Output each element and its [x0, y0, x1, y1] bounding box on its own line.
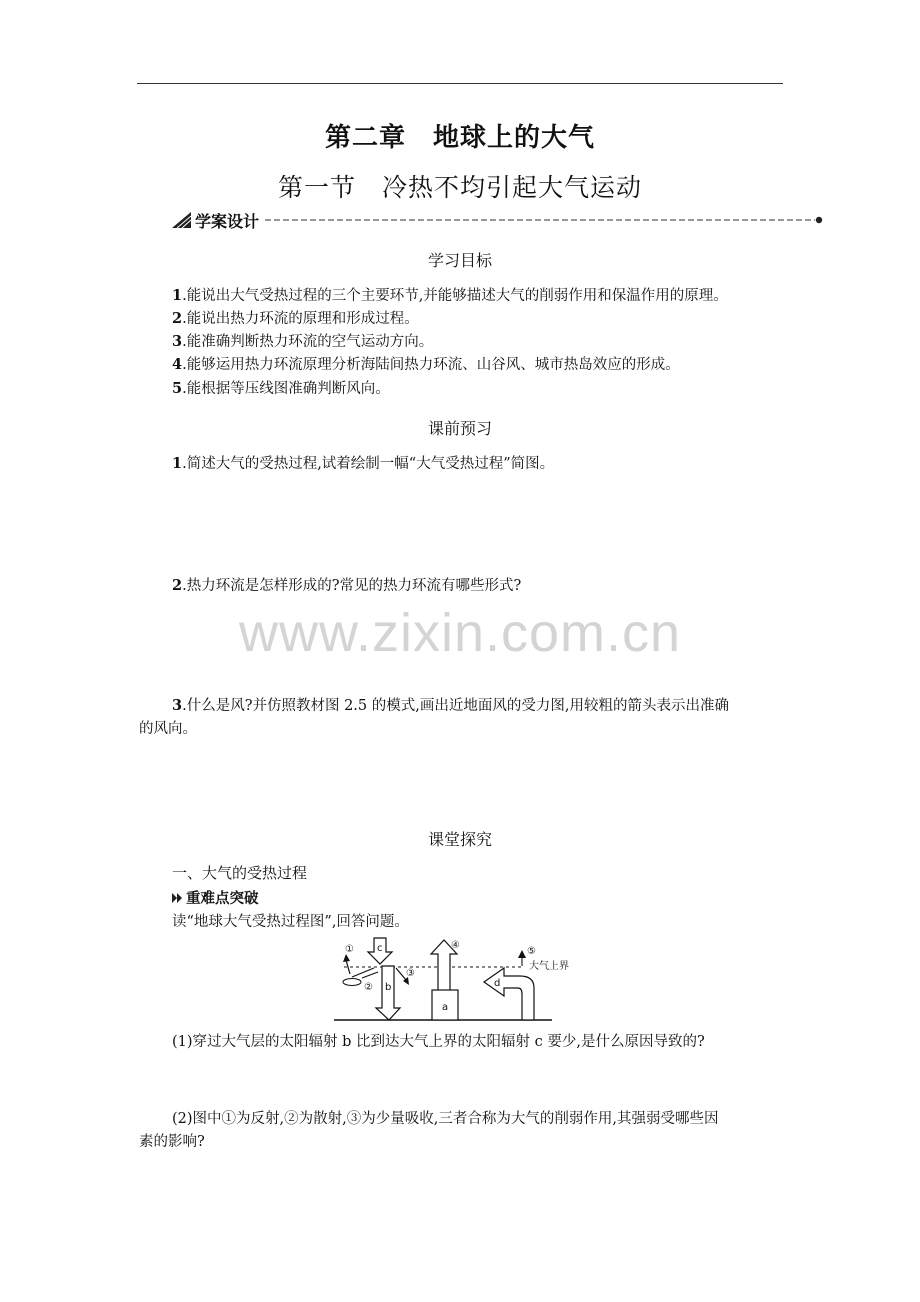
preview-question-2 [172, 574, 521, 595]
focus-label: 重难点突破 [186, 891, 259, 907]
inquiry-question-2-continued: 素的影响? [139, 1134, 205, 1150]
objective-text: .能准确判断热力环流的空气运动方向。 [182, 334, 434, 350]
read-instruction: 读“地球大气受热过程图”,回答问题。 [172, 914, 409, 930]
double-arrow-icon [172, 892, 184, 904]
label-c: c [377, 943, 383, 954]
label-1: ① [345, 944, 354, 955]
section-title: 第一节 冷热不均引起大气运动 [277, 173, 642, 202]
cloud-ellipse [343, 979, 361, 986]
study-plan-banner [171, 209, 825, 231]
inquiry-question-1: (1)穿过大气层的太阳辐射 b 比到达大气上界的太阳辐射 c 要少,是什么原因导致的? [172, 1034, 705, 1050]
question-text: .热力环流是怎样形成的?常见的热力环流有哪些形式? [182, 578, 522, 594]
label-2: ② [364, 982, 373, 993]
preview-question-1 [172, 452, 554, 473]
objective-number: 3 [172, 333, 183, 350]
banner-dotted-rule [265, 210, 825, 230]
objective-item [172, 353, 680, 374]
scatter-arrow-2 [362, 972, 378, 978]
preview-question-3-continued: 的风向。 [139, 721, 197, 737]
label-d: d [494, 978, 501, 989]
inquiry-question-2: (2)图中①为反射,②为散射,③为少量吸收,三者合称为大气的削弱作用,其强弱受哪些因 [172, 1111, 719, 1127]
absorption-arrow-3 [396, 968, 406, 980]
objective-number: 4 [172, 356, 183, 373]
label-5: ⑤ [527, 946, 536, 957]
top-rule [137, 83, 783, 84]
label-a: a [442, 1002, 449, 1013]
objective-number: 5 [172, 380, 183, 397]
objective-text: .能根据等压线图准确判断风向。 [182, 381, 390, 397]
objective-text: .能说出热力环流的原理和形成过程。 [182, 311, 419, 327]
objective-number: 1 [172, 287, 183, 304]
question-text: .什么是风?并仿照教材图 2.5 的模式,画出近地面风的受力图,用较粗的箭头表示出准确 [182, 698, 729, 714]
upper-boundary-label: 大气上界 [529, 961, 569, 972]
objective-item [172, 284, 728, 305]
objective-text: .能说出大气受热过程的三个主要环节,并能够描述大气的削弱作用和保温作用的原理。 [182, 288, 728, 304]
objective-item [172, 377, 390, 398]
inquiry-heading: 课堂探究 [427, 830, 492, 849]
solar-radiation-b-arrow [376, 966, 400, 1020]
question-number: 3 [172, 697, 183, 714]
question-number: 1 [172, 455, 183, 472]
objective-text: .能够运用热力环流原理分析海陆间热力环流、山谷风、城市热岛效应的形成。 [182, 357, 680, 373]
objectives-heading: 学习目标 [427, 251, 492, 270]
watermark: www.zixin.com.cn [238, 603, 682, 663]
label-3: ③ [406, 968, 415, 979]
objective-item [172, 307, 419, 328]
atmosphere-heating-diagram [334, 934, 584, 1026]
label-b: b [385, 982, 392, 993]
objective-item [172, 330, 433, 351]
focus-flag [172, 887, 259, 908]
banner-label: 学案设计 [195, 212, 260, 231]
counter-radiation-d-arrow [484, 968, 534, 1020]
banner-triangle-icon [171, 210, 195, 230]
objective-number: 2 [172, 310, 183, 327]
question-text: .简述大气的受热过程,试着绘制一幅“大气受热过程”简图。 [182, 456, 555, 472]
chapter-title: 第二章 地球上的大气 [324, 123, 595, 153]
preview-heading: 课前预习 [427, 419, 492, 438]
question-number: 2 [172, 577, 183, 594]
preview-question-3 [172, 694, 729, 715]
part-1-title: 一、大气的受热过程 [172, 864, 308, 882]
label-4: ④ [451, 940, 460, 951]
